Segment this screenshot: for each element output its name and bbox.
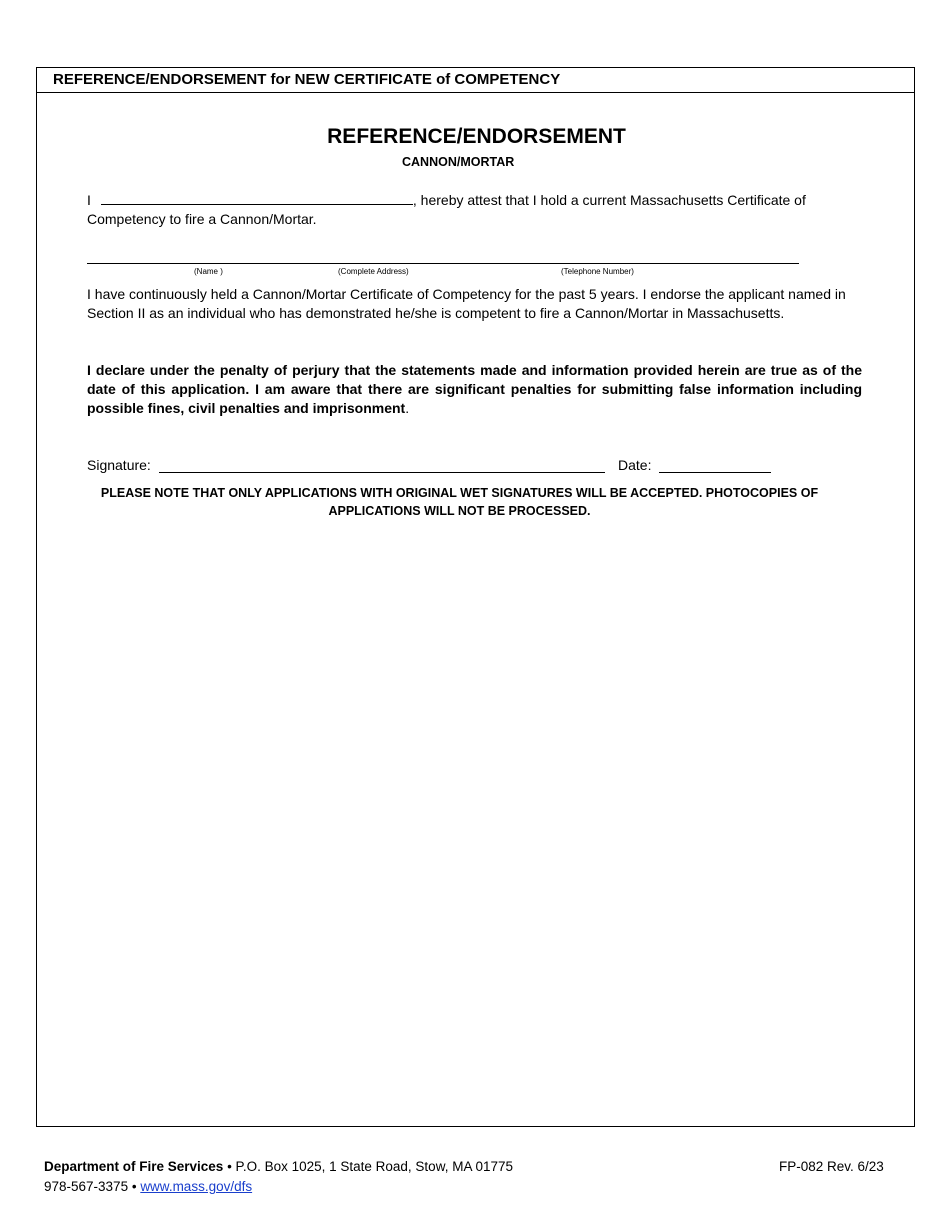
signature-field[interactable] — [159, 472, 605, 473]
wet-signature-notice: PLEASE NOTE THAT ONLY APPLICATIONS WITH ORIGINAL WET SIGNATURES WILL BE ACCEPTED. PHOTOCOPIES OF APPLICATIONS WILL NOT BE PROCESSED. — [100, 486, 819, 518]
phone-caption: (Telephone Number) — [561, 267, 634, 276]
footer-address: • P.O. Box 1025, 1 State Road, Stow, MA 01775 — [223, 1159, 513, 1174]
attester-name-field[interactable] — [101, 190, 413, 205]
declaration-tail: . — [405, 400, 410, 416]
footer-line-1 — [44, 1157, 513, 1177]
footer-contact — [44, 1157, 513, 1197]
endorsement-statement: I have continuously held a Cannon/Mortar Certificate of Competency for the past 5 years. I endorse the applicant named in Section II as an individual who has demonstrated he/she is competent to fire a Cannon/Mortar in Massachusetts. — [87, 286, 846, 321]
declaration-bold: I declare under the penalty of perjury that the statements made and information provided herein are true as of the date of this application. I am aware that there are significant penalties for submitting false information including possible fines, civil penalties and imprisonment — [87, 362, 862, 416]
footer-line-2 — [44, 1177, 513, 1197]
name-caption: (Name ) — [194, 267, 223, 276]
attest-suffix: , hereby attest that I hold a current Massachusetts Certificate of Competency to fire a Cannon/Mortar. — [87, 192, 806, 227]
form-frame — [36, 67, 915, 1127]
footer-department: Department of Fire Services — [44, 1159, 224, 1174]
address-caption: (Complete Address) — [338, 267, 409, 276]
signature-label: Signature: — [87, 457, 151, 473]
footer-phone: 978-567-3375 • — [44, 1179, 141, 1194]
form-id: FP-082 Rev. 6/23 — [779, 1159, 884, 1174]
contact-info-field[interactable] — [87, 263, 799, 264]
date-field[interactable] — [659, 472, 771, 473]
section-header — [37, 68, 914, 93]
footer-website-link[interactable]: www.mass.gov/dfs — [140, 1179, 253, 1194]
date-label: Date: — [618, 457, 652, 473]
attest-prefix: I — [87, 192, 91, 208]
attest-statement — [87, 190, 867, 229]
form-title: REFERENCE/ENDORSEMENT — [327, 125, 626, 148]
section-header-text: REFERENCE/ENDORSEMENT for NEW CERTIFICATE of COMPETENCY — [53, 71, 561, 88]
perjury-declaration — [87, 361, 862, 418]
form-subtitle: CANNON/MORTAR — [402, 155, 515, 169]
